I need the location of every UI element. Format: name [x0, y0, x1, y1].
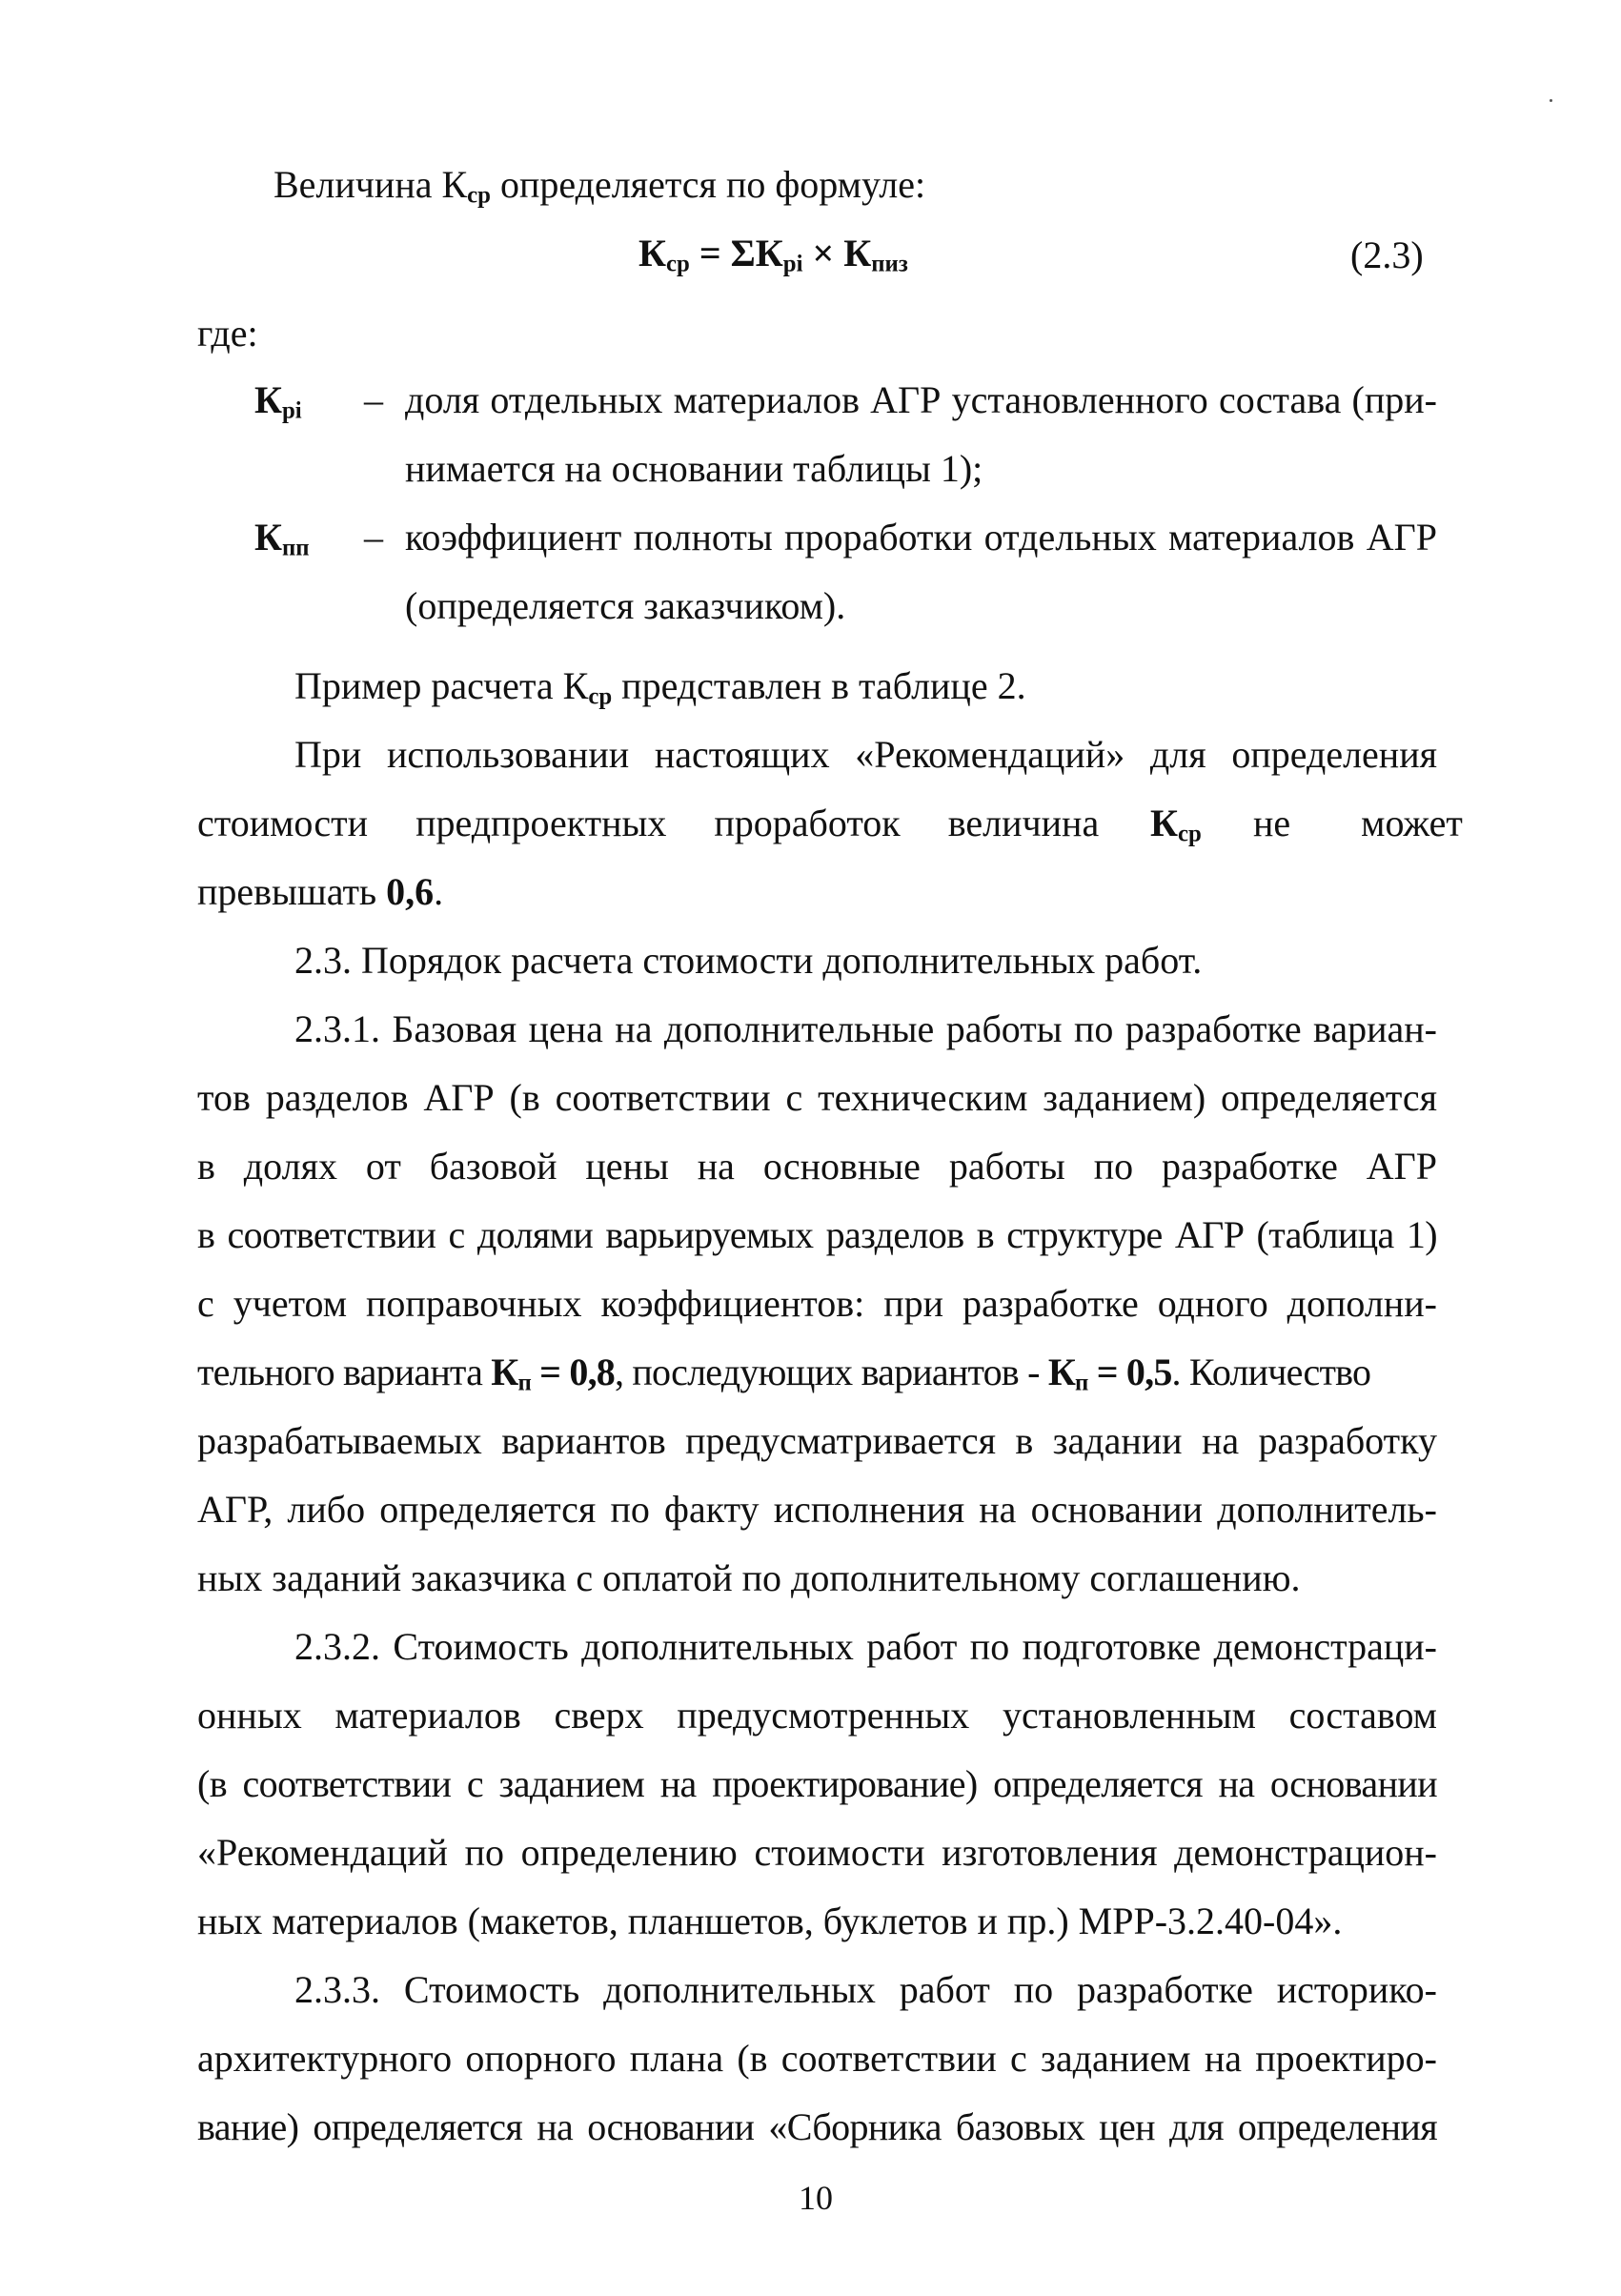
paragraph-2-3-2: ных материалов (макетов, планшетов, буклетов и пр.) МРР-3.2.40-04». [197, 1900, 1343, 1942]
paragraph-example: Пример расчета $К_{ср}$ представлен в таблице 2. [294, 664, 1026, 710]
section-heading-2-3: 2.3. Порядок расчета стоимости дополнительных работ. [294, 939, 1203, 982]
paragraph-2-3-1: в соответствии с долями варьируемых разделов в структуре АГР (таблица 1) [197, 1213, 1437, 1256]
paragraph-2-3-2: 2.3.2. Стоимость дополнительных работ по подготовке демонстраци- [294, 1625, 1437, 1668]
paragraph-2-3-1: тов разделов АГР (в соответствии с техническим заданием) определяется [197, 1076, 1437, 1119]
paragraph-limit: При использовании настоящих «Рекомендаций» для определения [294, 733, 1437, 776]
definition-term-kpp: $К_{пп}$ [254, 516, 310, 561]
definition-text: доля отдельных материалов АГР установленного состава (при- [405, 378, 1437, 421]
paragraph-2-3-2: (в соответствии с заданием на проектирование) определяется на основании [197, 1762, 1437, 1805]
paragraph-2-3-3: архитектурного опорного плана (в соответствии с заданием на проектиро- [197, 2037, 1437, 2080]
paragraph-2-3-3: 2.3.3. Стоимость дополнительных работ по разработке историко- [294, 1968, 1437, 2011]
paragraph-2-3-1: ных заданий заказчика с оплатой по дополнительному соглашению. [197, 1556, 1301, 1599]
definition-term-kpi: $К_{pi}$ [254, 378, 302, 424]
paragraph-2-3-1: 2.3.1. Базовая цена на дополнительные работы по разработке вариан- [294, 1007, 1437, 1050]
formula-number: (2.3) [1350, 234, 1424, 276]
page-number: 10 [799, 2179, 833, 2217]
where-label: где: [197, 312, 258, 355]
definition-text: нимается на основании таблицы 1); [405, 447, 983, 490]
paragraph-2-3-1: тельного варианта $К_п = 0,8$, последующих вариантов - $К_п = 0,5$. Количество [197, 1351, 1371, 1396]
paragraph-limit: превышать 0,6. [197, 870, 444, 913]
definition-dash: – [364, 516, 383, 559]
definition-text: коэффициент полноты проработки отдельных материалов АГР [405, 516, 1437, 559]
definition-text: (определяется заказчиком). [405, 584, 846, 627]
scan-speck [1550, 99, 1552, 102]
paragraph-2-3-1: с учетом поправочных коэффициентов: при разработке одного дополни- [197, 1282, 1437, 1325]
definition-dash: – [364, 378, 383, 421]
paragraph-2-3-1: АГР, либо определяется по факту исполнения на основании дополнитель- [197, 1488, 1437, 1531]
formula-2-3: $К_{ср} = \Sigma К_{pi} \times К_{пиз}$ [638, 232, 908, 277]
paragraph-limit: стоимости предпроектных проработок величина $К_{ср}$ не может [197, 802, 1463, 847]
formula-intro: Величина $К_{ср}$ определяется по формуле: [274, 163, 926, 209]
paragraph-2-3-2: «Рекомендаций по определению стоимости изготовления демонстрацион- [197, 1831, 1437, 1874]
paragraph-2-3-3: вание) определяется на основании «Сборника базовых цен для определения [197, 2105, 1437, 2148]
paragraph-2-3-1: в долях от базовой цены на основные работы по разработке АГР [197, 1145, 1437, 1188]
paragraph-2-3-1: разрабатываемых вариантов предусматривается в задании на разработку [197, 1419, 1437, 1462]
paragraph-2-3-2: онных материалов сверх предусмотренных установленным составом [197, 1694, 1437, 1737]
